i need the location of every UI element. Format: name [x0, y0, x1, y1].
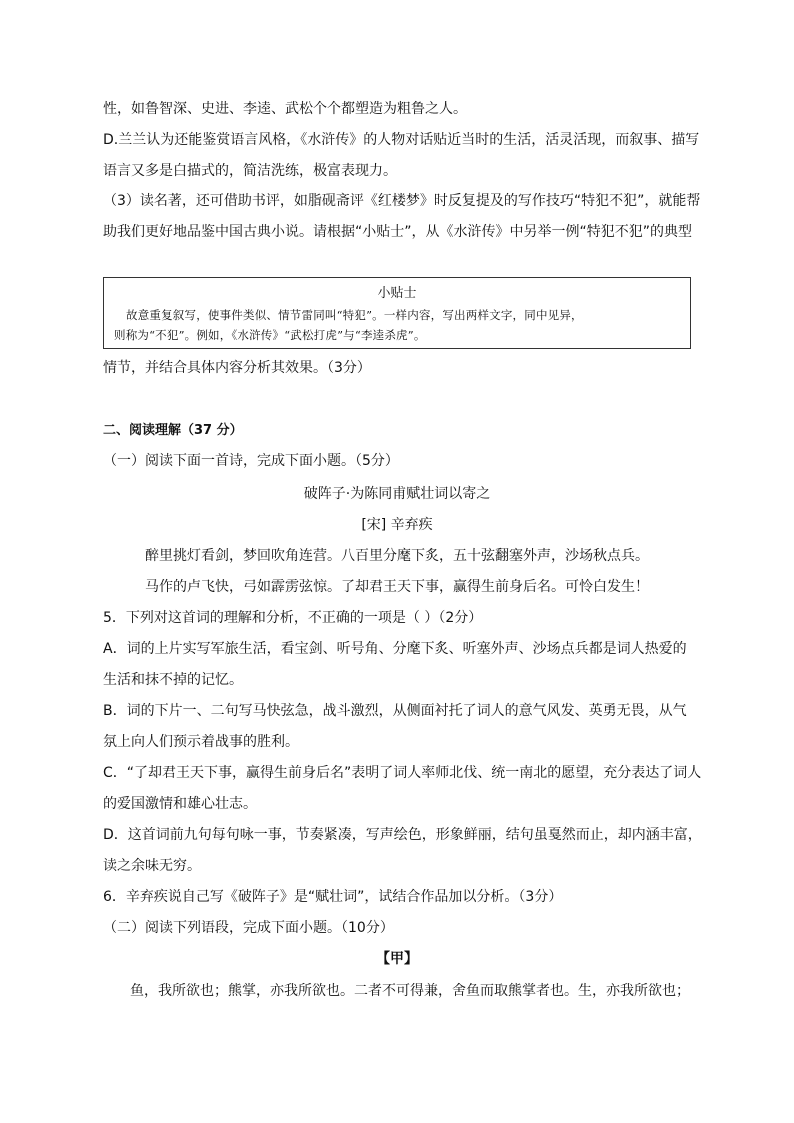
text-line: （3）读名著，还可借助书评，如脂砚斋评《红楼梦》时反复提及的写作技巧“特犯不犯”，就能帮 [103, 193, 701, 209]
part-intro: （一）阅读下面一首诗，完成下面小题。（5分） [103, 453, 399, 469]
jia-text: 鱼，我所欲也；熊掌，亦我所欲也。二者不可得兼，舍鱼而取熊掌者也。生，亦我所欲也； [130, 983, 690, 999]
tips-line: 则称为“不犯”。例如，《水浒传》“武松打虎”与“李逵杀虎”。 [114, 328, 426, 342]
option-line: 的爱国激情和雄心壮志。 [103, 796, 257, 812]
option-line: 生活和抹不掉的记忆。 [103, 672, 243, 688]
text-line: 情节，并结合具体内容分析其效果。（3分） [103, 360, 371, 376]
question-5: 5．下列对这首词的理解和分析，不正确的一项是（ ）（2分） [103, 610, 483, 626]
option-line: B．词的下片一、二句写马快弦急，战斗激烈，从侧面衬托了词人的意气风发、英勇无畏，从气 [103, 703, 687, 719]
tips-box [103, 277, 691, 349]
part-intro: （二）阅读下列语段，完成下面小题。（10分） [103, 920, 394, 936]
text-line: 语言又多是白描式的，简洁洗练，极富表现力。 [103, 163, 397, 179]
question-6: 6．辛弃疾说自己写《破阵子》是“赋壮词”，试结合作品加以分析。（3分） [103, 889, 563, 905]
poem-title: 破阵子·为陈同甫赋壮词以寄之 [303, 486, 491, 502]
option-line: 读之余味无穷。 [103, 858, 201, 874]
tips-line: 故意重复叙写，使事件类似、情节雷同叫“特犯”。一样内容，写出两样文字，同中见异， [126, 308, 583, 322]
option-line: D．这首词前九句每句咏一事，节奏紧凑，写声绘色，形象鲜丽，结句虽戛然而止，却内涵丰富， [103, 827, 702, 843]
jia-heading: 【甲】 [376, 951, 418, 967]
poem-line: 醉里挑灯看剑，梦回吹角连营。八百里分麾下炙，五十弦翻塞外声，沙场秋点兵。 [145, 548, 649, 564]
section-heading: 二、阅读理解（37 分） [103, 423, 243, 438]
poem-author: [宋] 辛弃疾 [361, 517, 433, 533]
option-line: C．“了却君王天下事，赢得生前身后名”表明了词人率师北伐、统一南北的愿望，充分表达了词人 [103, 765, 702, 781]
option-line: A．词的上片实写军旅生活，看宝剑、听号角、分麾下炙、听塞外声、沙场点兵都是词人热爱的 [103, 641, 687, 657]
poem-line: 马作的卢飞快，弓如霹雳弦惊。了却君王天下事，赢得生前身后名。可怜白发生！ [145, 579, 649, 595]
text-line: 助我们更好地品鉴中国古典小说。请根据“小贴士”，从《水浒传》中另举一例“特犯不犯”的典型 [103, 224, 693, 240]
text-line: 性，如鲁智深、史进、李逵、武松个个都塑造为粗鲁之人。 [103, 101, 467, 117]
option-line: 氛上向人们预示着战事的胜利。 [103, 734, 299, 750]
tips-title: 小贴士 [377, 286, 417, 301]
text-line: D.兰兰认为还能鉴赏语言风格，《水浒传》的人物对话贴近当时的生活，活灵活现，而叙事、描写 [103, 132, 700, 148]
